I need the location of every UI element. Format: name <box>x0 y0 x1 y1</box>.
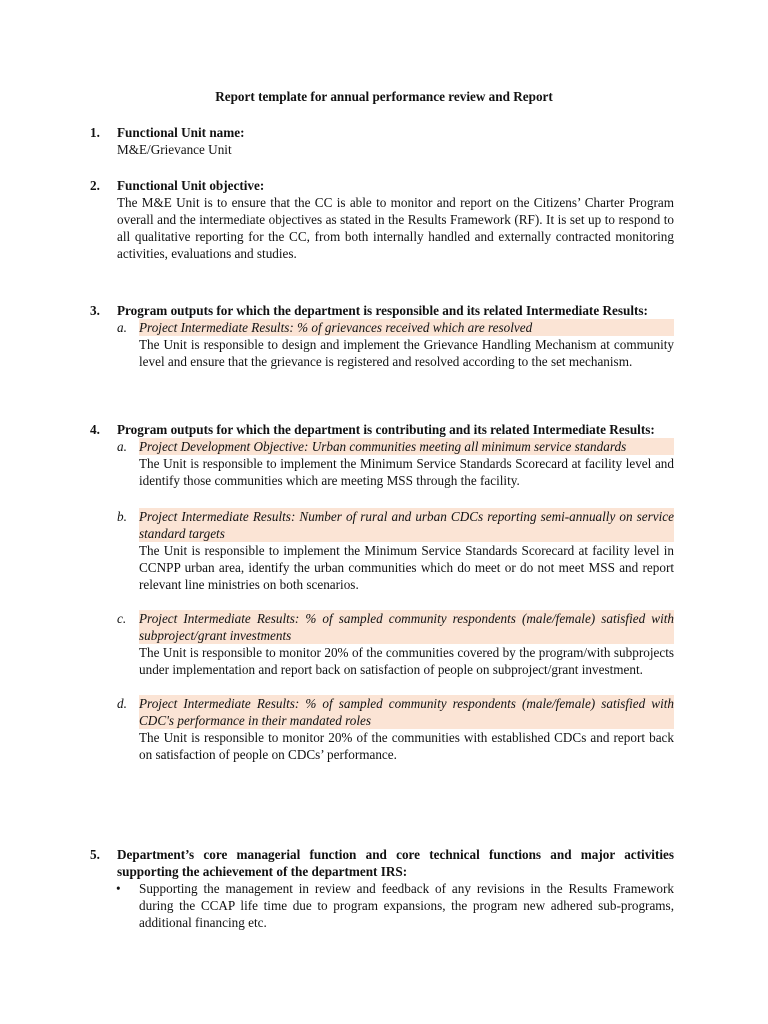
sub-item-c <box>117 610 674 678</box>
sub-item-label: a. <box>117 439 127 454</box>
section-1 <box>90 124 674 158</box>
section-4 <box>90 421 674 763</box>
section-2 <box>90 177 674 262</box>
section-heading: Functional Unit name: <box>117 125 245 140</box>
bullet-item <box>117 880 674 931</box>
section-number: 1. <box>90 125 100 140</box>
section-number: 5. <box>90 847 100 862</box>
bullet-text: Supporting the management in review and feedback of any revisions in the Results Framework during the CCAP life time due to program expansions, the program new adhered sub-programs, additional financing etc. <box>139 881 674 930</box>
sub-item-label: c. <box>117 611 127 626</box>
section-heading: Program outputs for which the department is responsible and its related Intermediate Results: <box>117 303 648 318</box>
section-number: 4. <box>90 422 100 437</box>
section-text: M&E/Grievance Unit <box>117 142 232 157</box>
sub-item-a <box>117 438 674 489</box>
sub-item-label: b. <box>117 509 127 524</box>
section-5 <box>90 846 674 931</box>
sub-item-d <box>117 695 674 763</box>
bullet-icon: • <box>116 881 121 896</box>
highlighted-indicator: Project Development Objective: Urban communities meeting all minimum service standards <box>139 438 674 455</box>
section-number: 2. <box>90 178 100 193</box>
highlighted-indicator: Project Intermediate Results: % of sampled community respondents (male/female) satisfied with subproject/grant investments <box>139 611 674 643</box>
section-heading: Program outputs for which the department is contributing and its related Intermediate Results: <box>117 422 655 437</box>
sub-item-text: The Unit is responsible to monitor 20% of the communities covered by the program/with subprojects under implementation and report back on satisfaction of people on subproject/grant investment. <box>139 645 674 677</box>
sub-item-a <box>117 319 674 370</box>
sub-item-text: The Unit is responsible to monitor 20% of the communities with established CDCs and report back on satisfaction of people on CDCs’ performance. <box>139 730 674 762</box>
sub-item-text: The Unit is responsible to implement the Minimum Service Standards Scorecard at facility level in CCNPP urban area, identify the urban communities which do meet or do not meet MSS and report relevant line ministries on both scenarios. <box>139 543 674 592</box>
section-3 <box>90 302 674 370</box>
sub-item-label: a. <box>117 320 127 335</box>
highlighted-indicator: Project Intermediate Results: % of grievances received which are resolved <box>139 319 674 336</box>
document-title: Report template for annual performance review and Report <box>215 89 553 104</box>
section-heading: Functional Unit objective: <box>117 178 265 193</box>
section-number: 3. <box>90 303 100 318</box>
highlighted-indicator: Project Intermediate Results: Number of rural and urban CDCs reporting semi-annually on service standard targets <box>139 509 674 541</box>
highlighted-indicator: Project Intermediate Results: % of sampled community respondents (male/female) satisfied with CDC's performance in their mandated roles <box>139 696 674 728</box>
section-text: The M&E Unit is to ensure that the CC is able to monitor and report on the Citizens’ Charter Program overall and the intermediate objectives as stated in the Results Framework (RF). It is set up to respond to all qualitative reporting for the CC, from both internally handled and externally contracted monitoring activities, evaluations and studies. <box>117 195 674 261</box>
sub-item-text: The Unit is responsible to design and implement the Grievance Handling Mechanism at community level and ensure that the grievance is registered and resolved according to the set mechanism. <box>139 337 674 369</box>
sub-item-text: The Unit is responsible to implement the Minimum Service Standards Scorecard at facility level and identify those communities which are meeting MSS through the facility. <box>139 456 674 488</box>
section-heading: Department’s core managerial function and core technical functions and major activities supporting the achievement of the department IRS: <box>117 847 674 879</box>
sub-item-label: d. <box>117 696 127 711</box>
sub-item-b <box>117 508 674 593</box>
